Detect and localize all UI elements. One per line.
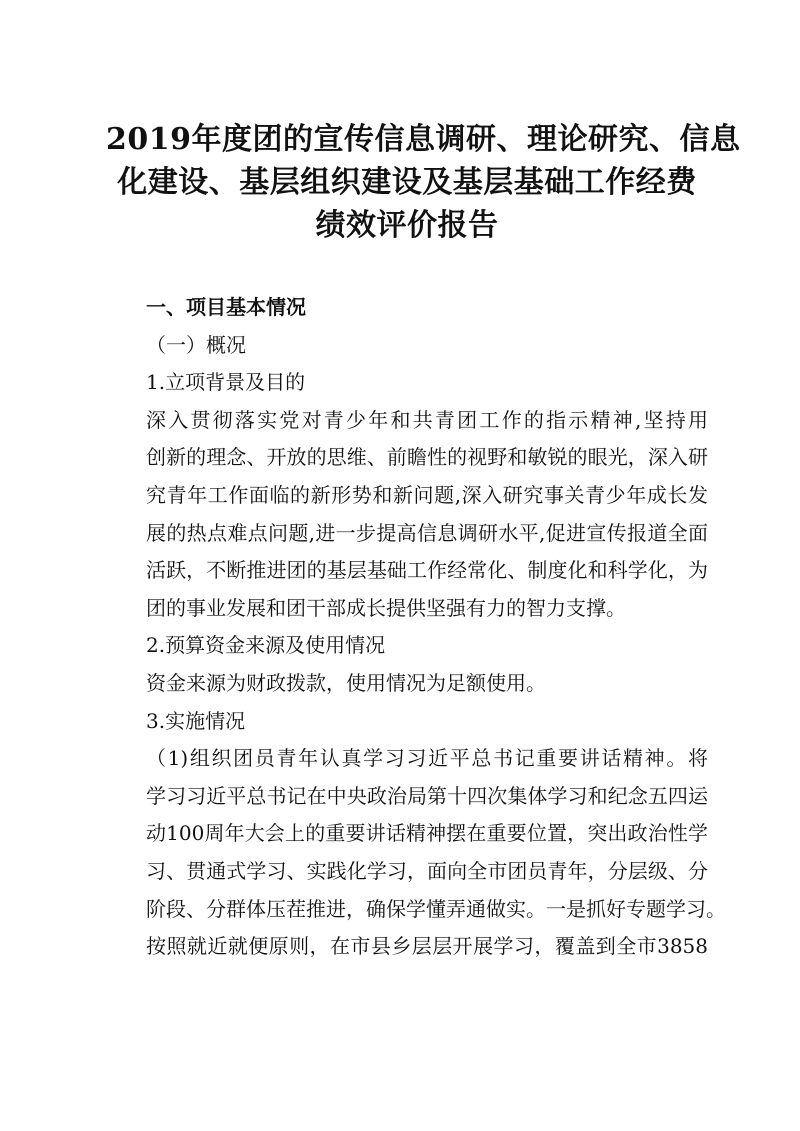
paragraph-line: （1)组织团员青年认真学习习近平总书记重要讲话精神。将 [146,746,708,771]
item-heading: 2.预算资金来源及使用情况 [146,633,386,658]
body-paragraph: 资金来源为财政拨款，使用情况为足额使用。 [146,670,546,695]
paragraph-line: 按照就近就便原则，在市县乡层层开展学习，覆盖到全市3858 [146,934,708,959]
paragraph-line: 学习习近平总书记在中央政治局第十四次集体学习和纪念五四运 [146,783,708,808]
paragraph-line: 阶段、分群体压茬推进，确保学懂弄通做实。一是抓好专题学习。 [146,896,726,921]
title-line: 2019年度团的宣传信息调研、理论研究、信息 [106,122,741,157]
paragraph-line: 活跃，不断推进团的基层基础工作经常化、制度化和科学化，为 [146,558,708,583]
paragraph-line: 究青年工作面临的新形势和新问题,深入研究事关青少年成长发 [146,482,708,507]
paragraph-line: 深入贯彻落实党对青少年和共青团工作的指示精神,坚持用 [146,407,708,432]
report-body [106,289,726,966]
paragraph-line: 展的热点难点问题,进一步提高信息调研水平,促进宣传报道全面 [146,520,708,545]
paragraph-line: 团的事业发展和团干部成长提供坚强有力的智力支撑。 [146,595,626,620]
subsection-heading: （一）概况 [146,332,246,357]
paragraph-line: 动100周年大会上的重要讲话精神摆在重要位置，突出政治性学 [146,821,708,846]
item-heading: 1.立项背景及目的 [146,370,306,395]
section-heading: 一、项目基本情况 [146,295,306,319]
paragraph-line: 习、贯通式学习、实践化学习，面向全市团员青年，分层级、分 [146,858,708,883]
title-line: 化建设、基层组织建设及基层基础工作经费 [117,165,697,200]
title-line: 绩效评价报告 [315,208,499,243]
item-heading: 3.实施情况 [146,708,246,733]
report-title [106,0,741,247]
paragraph-line: 创新的理念、开放的思维、前瞻性的视野和敏锐的眼光，深入研 [146,445,708,470]
body-paragraph [106,740,726,966]
body-paragraph [106,402,708,628]
